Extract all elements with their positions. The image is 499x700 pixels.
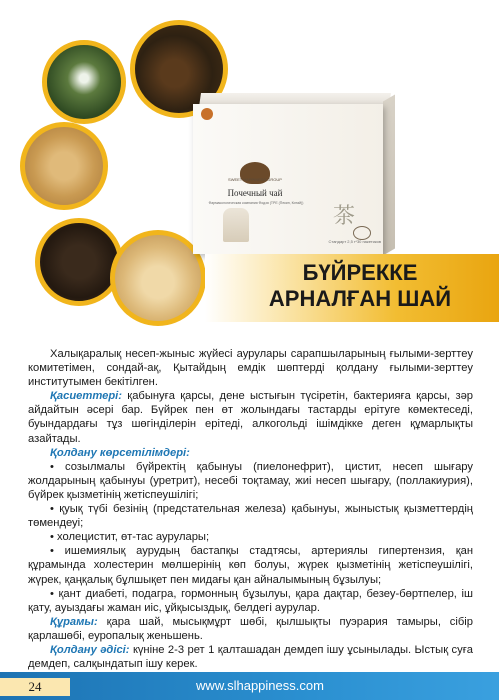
indication-item: • холецистит, өт-тас аурулары; [50, 531, 210, 544]
box-subtitle: Фармакологическая компания Фодзя (ТРЕ (Пекин, Китай)) [208, 201, 304, 205]
page-number: 24 [0, 678, 70, 696]
title-line-1: БҮЙРЕККЕ [302, 260, 418, 285]
pueraria-root-photo [20, 122, 108, 210]
indications-heading-paragraph [28, 446, 473, 460]
properties-label: Қасиеттері: [50, 390, 123, 403]
ginseng-root-photo [110, 230, 206, 326]
tea-box-side [383, 95, 395, 256]
box-brand-text: SWEET HAPPINESS GROUP [228, 177, 282, 182]
composition-paragraph [28, 615, 473, 643]
properties-text: қабынуға қарсы, дене ыстығын түсіретін, бактерияға қарсы, зәр айдайтын әсері бар. Бүйрек пен өт жолындағы тастарды ерітуге көмектеседі, буындардағы тұз шөгінділерін ерітеді, алкогольді ішімдікке деген құмарлықты азайтады. [28, 390, 474, 445]
tea-box-product [193, 104, 383, 254]
composition-text: қара шай, мысықмұрт шөбі, қылшықты пуэрария тамыры, сібір қарлашөбі, еуропалық женьшень. [28, 615, 474, 642]
indication-item: • қуық түбі безінің (предстательная железа) қабынуы, жыныстық қызметтердің төмендеуі; [28, 503, 473, 530]
title-line-2: АРНАЛҒАН ШАЙ [268, 286, 452, 311]
box-figure-illustration [223, 208, 249, 242]
usage-label: Қолдану әдісі: [50, 643, 130, 656]
composition-label: Құрамы: [50, 615, 98, 628]
page-footer [0, 672, 499, 700]
website-link[interactable]: www.slhappiness.com [196, 678, 324, 693]
box-standard-text: Стандарт 2,5 г*30 пакетиков [328, 239, 381, 244]
brand-logo-icon [201, 108, 213, 120]
dried-root-slices-photo [35, 218, 123, 306]
indication-item: • қант диабеті, подагра, гормонның бұзылуы, қара дақтар, безеу-бөртпелер, іш қату, ауыздағы жаман иіс, ұйқысыздық, белдегі аурулар. [28, 587, 473, 614]
box-hieroglyph: 茶 [333, 204, 356, 229]
box-product-name: Почечный чай [227, 188, 283, 198]
cats-whiskers-herb-photo [42, 40, 126, 124]
usage-text: күніне 2-3 рет 1 қалташадан демдеп ішу ұсынылады. Ыстық суға демдеп, салқындатып ішу керек. [28, 643, 474, 671]
properties-paragraph [28, 389, 473, 445]
indications-label: Қолдану көрсетілімдері: [50, 446, 190, 459]
page-title [225, 260, 495, 312]
teapot-icon [353, 226, 371, 240]
intro-paragraph: Халықаралық несеп-жыныс жүйесі аурулары сарапшыларының ғылыми-зерттеу комитетімен, сондай-ақ, Қытайдың емдік шөптерді қолдану ғылыми-зерттеу институтымен бекітілген. [28, 348, 473, 389]
indication-item: • созылмалы бүйректің қабынуы (пиелонефрит), цистит, несеп шығару жолдарының қабынуы (уретрит), несебі тоқтамау, жиі несеп шығару, (поллакиурия), бүйрек қызметінің жетіспеушілігі; [28, 460, 473, 501]
indication-item: • ишемиялық аурудың бастапқы стадтясы, артериялы гипертензия, қан құрамында холестерин мөлшерінің көп болуы, жүрек қызметінің жетіспеушілігі, жүрек, қаңқалық бұлшықет пен мидағы қан айналымының бұзылуы; [28, 545, 473, 586]
usage-paragraph [28, 643, 473, 671]
product-description [28, 347, 473, 685]
